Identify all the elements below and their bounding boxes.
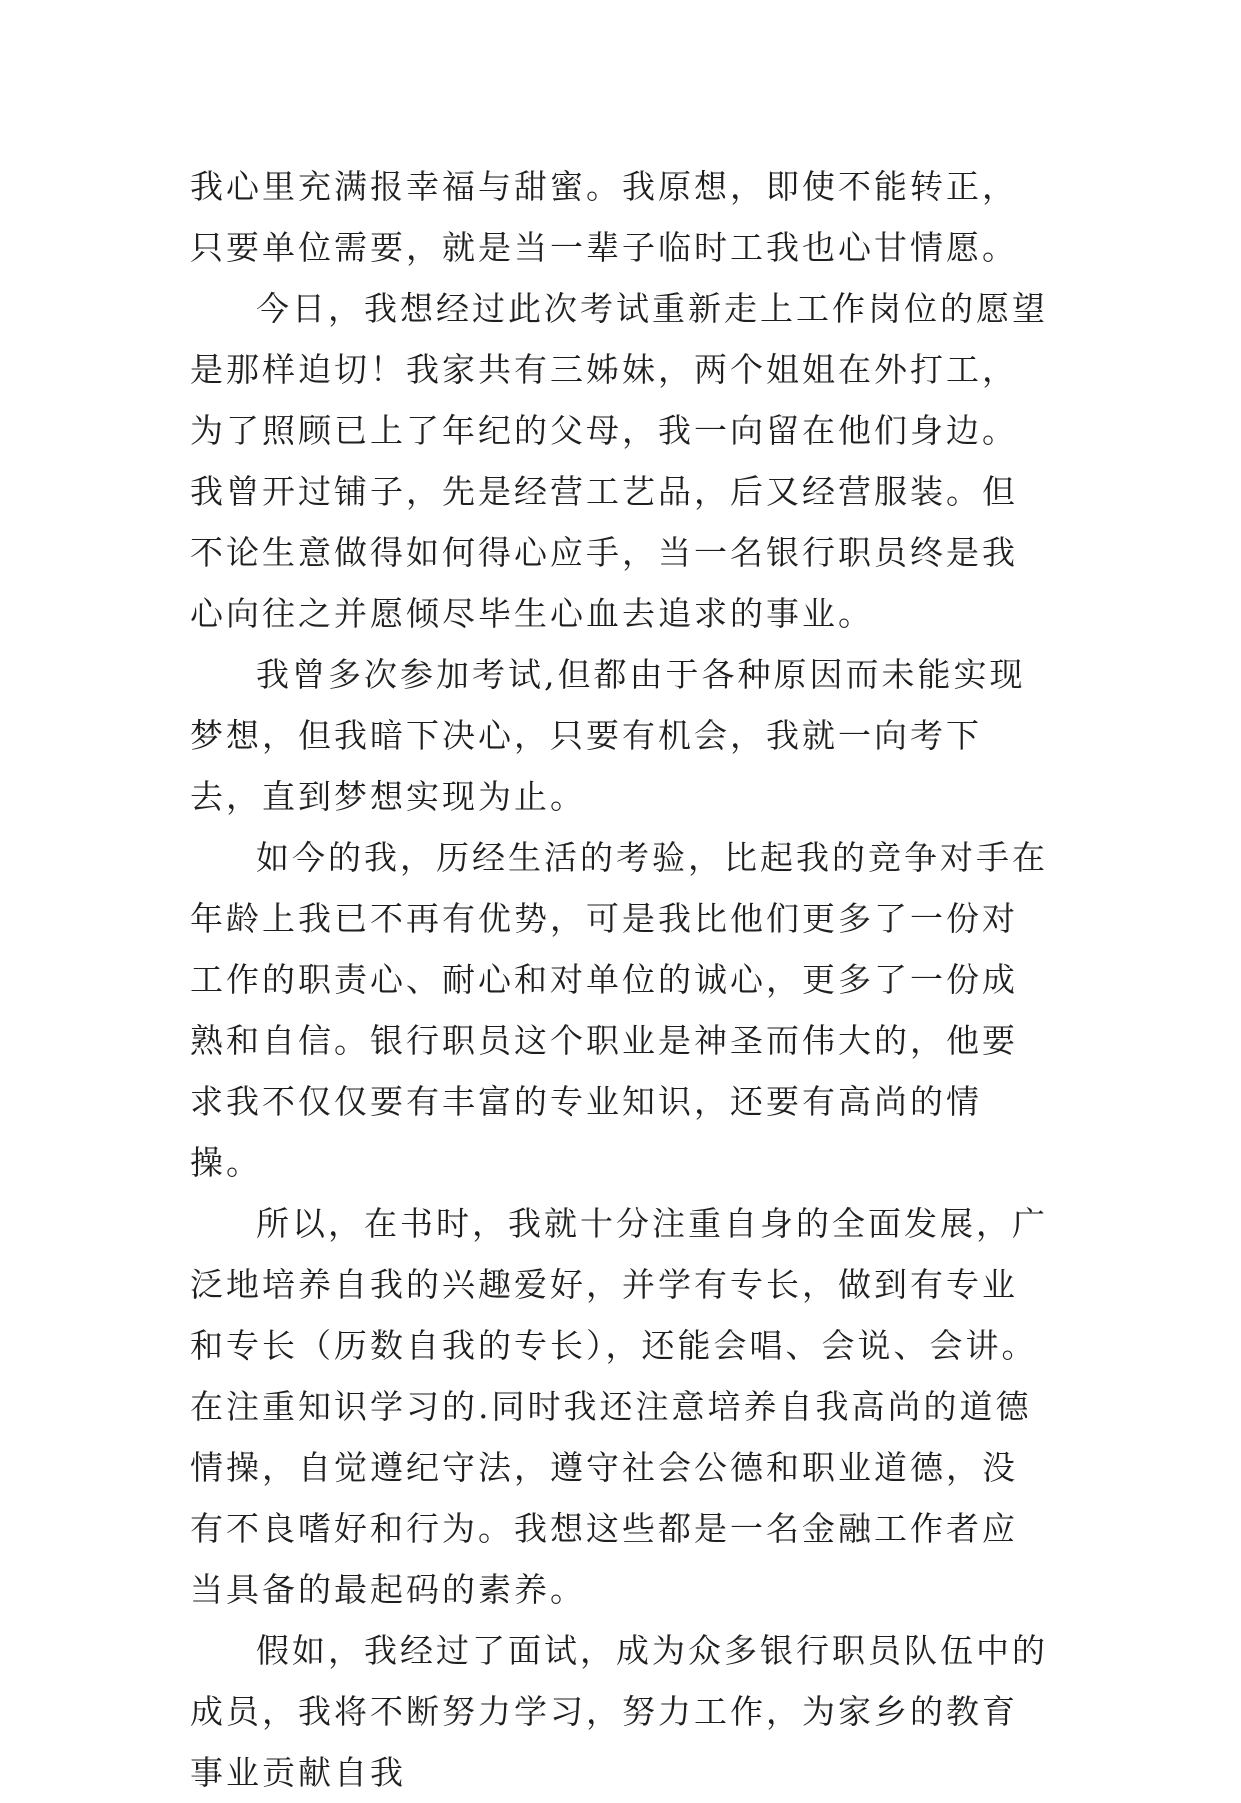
- document-body: [190, 156, 1050, 1803]
- paragraph-3: 我曾多次参加考试,但都由于各种原因而未能实现梦想，但我暗下决心，只要有机会，我就一向考下去，直到梦想实现为止。: [190, 655, 1026, 816]
- paragraph-2: 今日，我想经过此次考试重新走上工作岗位的愿望是那样迫切！我家共有三姊妹，两个姐姐在外打工，为了照顾已上了年纪的父母，我一向留在他们身边。我曾开过铺子，先是经营工艺品，后又经营服装。但不论生意做得如何得心应手，当一名银行职员终是我心向往之并愿倾尽毕生心血去追求的事业。: [190, 289, 1048, 633]
- paragraph-1: 我心里充满报幸福与甜蜜。我原想，即使不能转正，只要单位需要，就是当一辈子临时工我也心甘情愿。: [190, 167, 1018, 267]
- paragraph-6: 假如，我经过了面试，成为众多银行职员队伍中的成员，我将不断努力学习，努力工作，为家乡的教育事业贡献自我: [190, 1631, 1048, 1792]
- paragraph-4: 如今的我，历经生活的考验，比起我的竞争对手在年龄上我已不再有优势，可是我比他们更多了一份对工作的职责心、耐心和对单位的诚心，更多了一份成熟和自信。银行职员这个职业是神圣而伟大的，他要求我不仅仅要有丰富的专业知识，还要有高尚的情操。: [190, 838, 1048, 1182]
- paragraph-5: 所以，在书时，我就十分注重自身的全面发展，广泛地培养自我的兴趣爱好，并学有专长，做到有专业和专长（历数自我的专长），还能会唱、会说、会讲。在注重知识学习的.同时我还注意培养自我高尚的道德情操，自觉遵纪守法，遵守社会公德和职业道德，没有不良嗜好和行为。我想这些都是一名金融工作者应当具备的最起码的素养。: [190, 1204, 1048, 1609]
